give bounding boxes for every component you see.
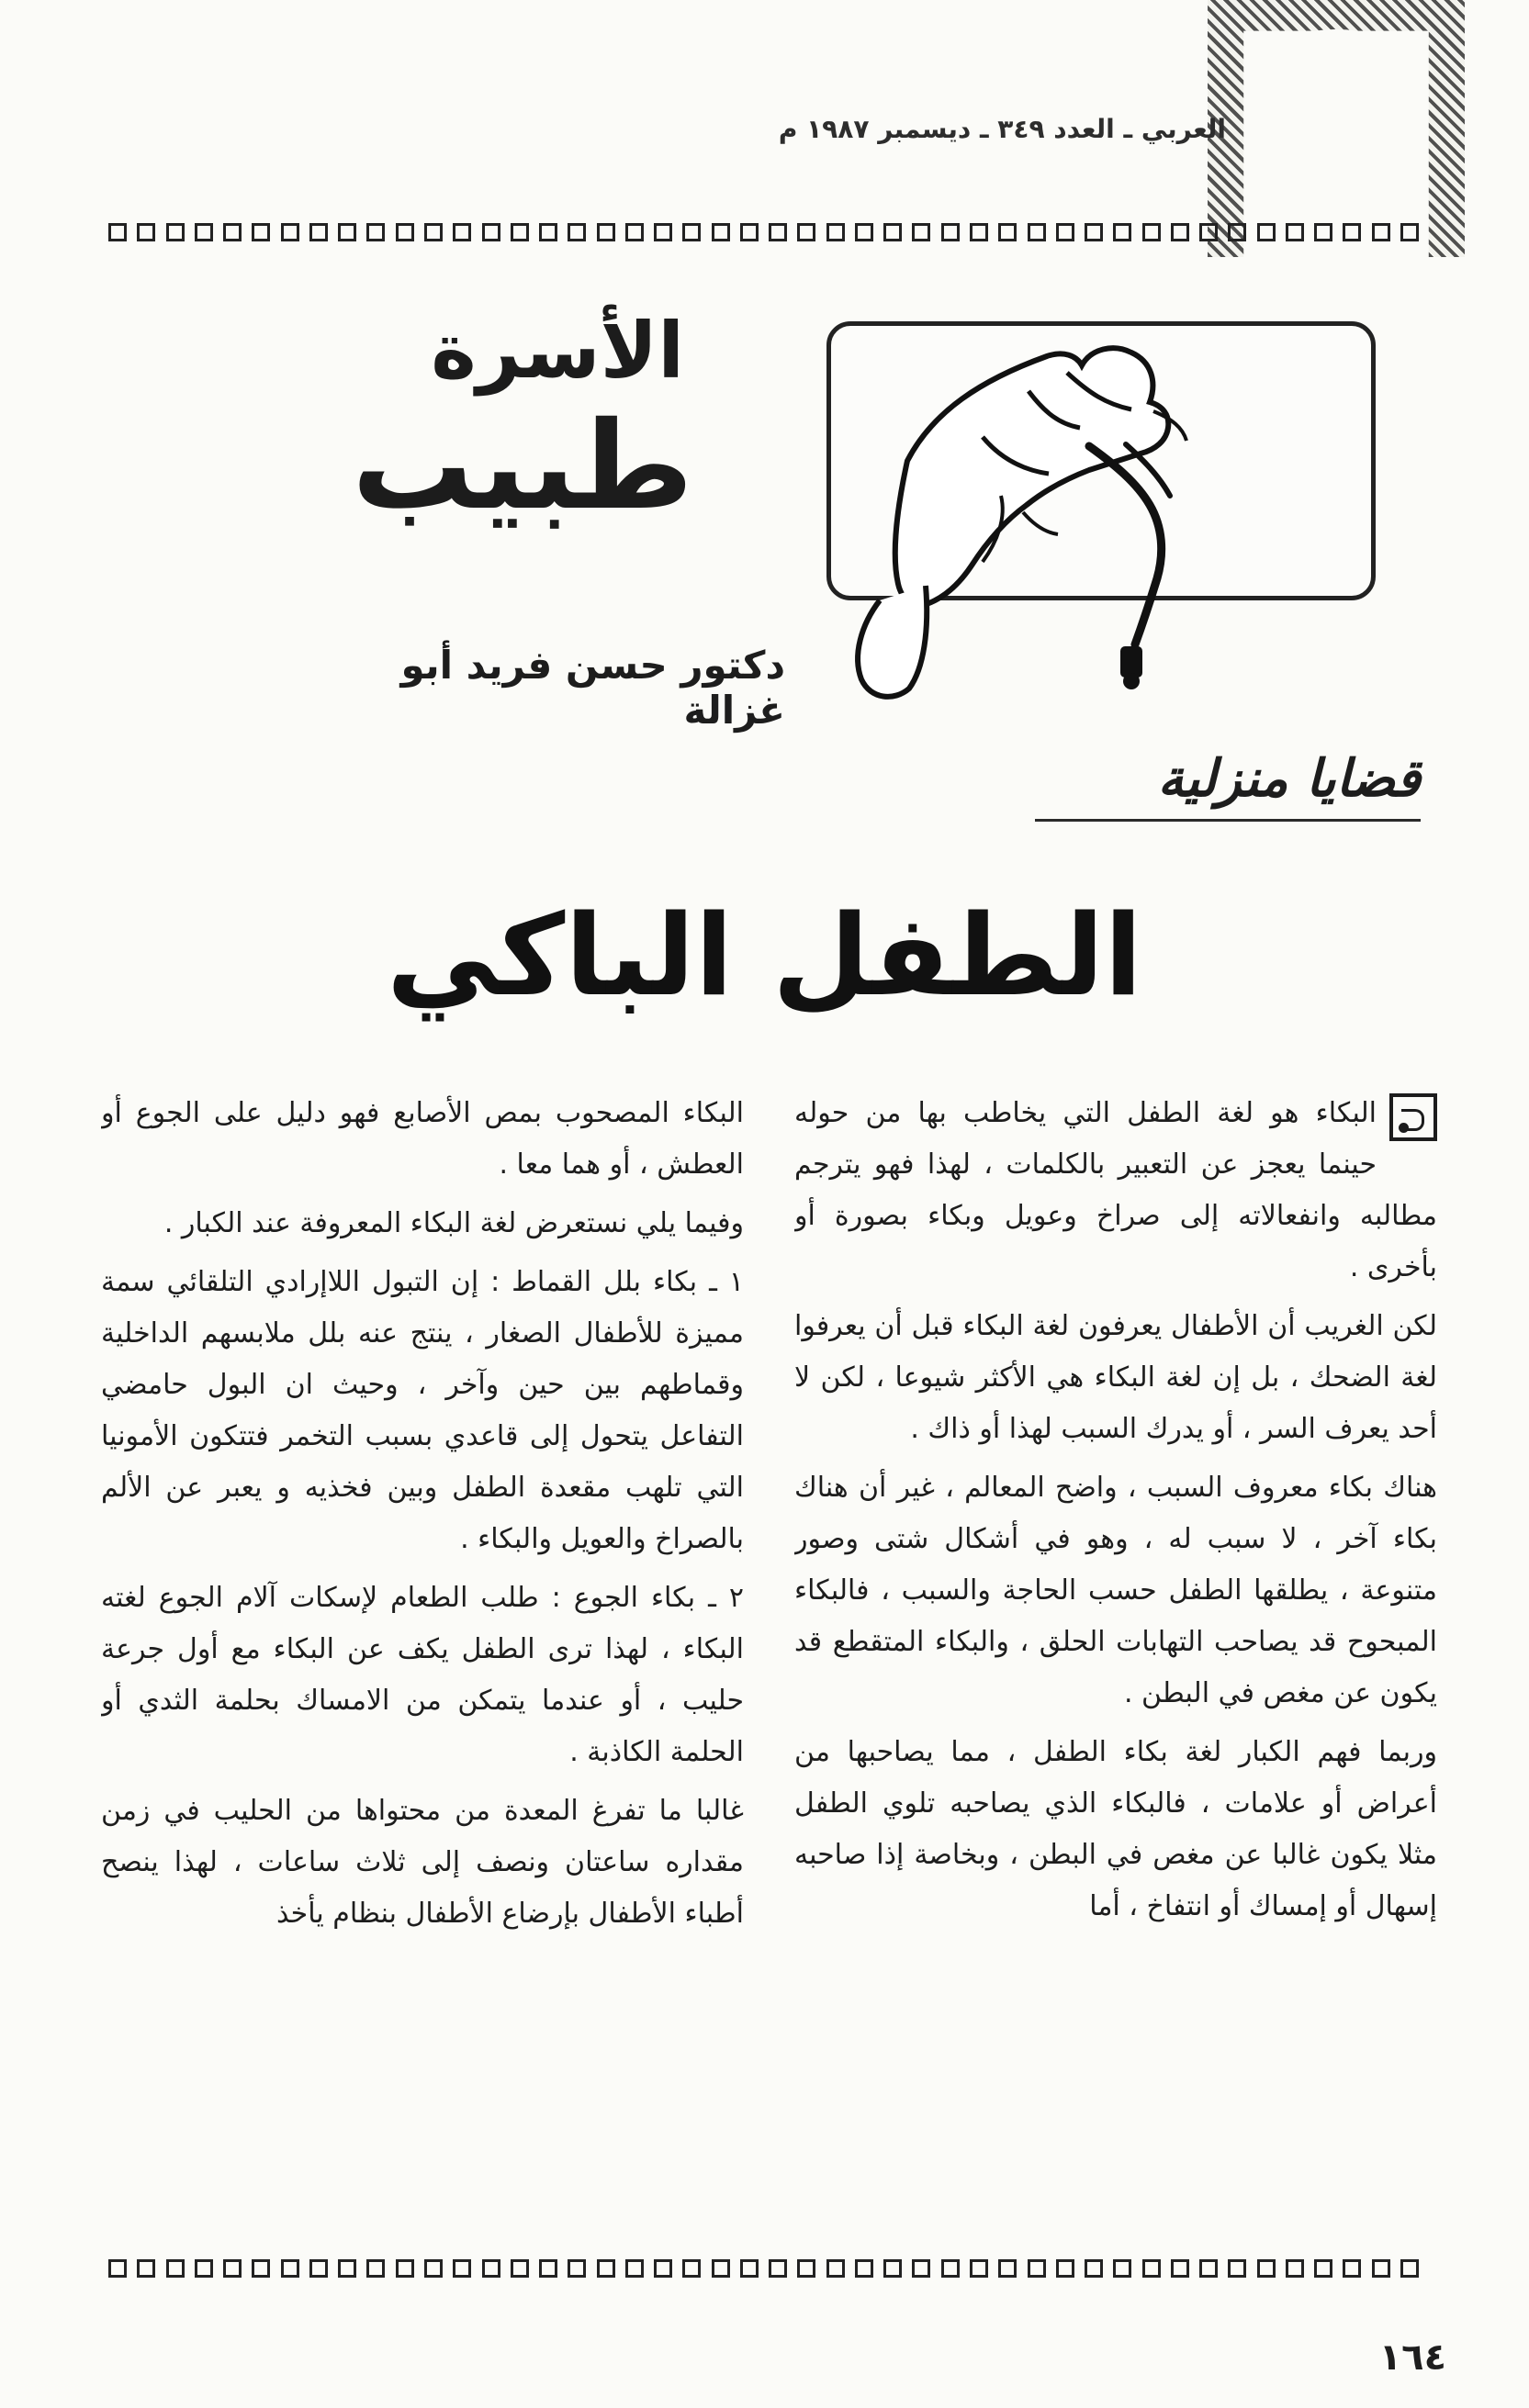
top-square-border — [108, 220, 1419, 244]
article-column-right — [794, 1088, 1437, 2217]
issue-line: العربي ـ العدد ٣٤٩ ـ ديسمبر ١٩٨٧ م — [778, 114, 1226, 144]
author-name: دكتور حسن فريد أبو غزالة — [400, 643, 785, 733]
masthead-title-big: طبيب — [352, 396, 693, 537]
article-paragraph: ١ ـ بكاء بلل القماط : إن التبول اللاإرادي التلقائي سمة مميزة للأطفال الصغار ، ينتج عنه بلل ملابسهم الداخلية وقماطهم بين حين وآخر ، وحيث ان البول حامضي التفاعل يتحول إلى قاعدي بسبب التخمر فتتكون الأمونيا التي تلهب مقعدة الطفل وبين فخذيه و يعبر عن الألم بالصراخ والعويل والبكاء . — [101, 1266, 744, 1555]
masthead-title-small: الأسرة — [431, 306, 684, 396]
article-paragraph: وفيما يلي نستعرض لغة البكاء المعروفة عند الكبار . — [163, 1207, 744, 1239]
section-label: قضايا منزلية — [1157, 748, 1421, 809]
article-paragraph: البكاء المصحوب بمص الأصابع فهو دليل على الجوع أو العطش ، أو هما معا . — [101, 1097, 744, 1181]
hand-stethoscope-icon — [826, 303, 1377, 707]
stethoscope-bullet-icon — [1389, 1093, 1437, 1141]
article-paragraph: ٢ ـ بكاء الجوع : طلب الطعام لإسكات آلام الجوع لغته البكاء ، لهذا ترى الطفل يكف عن البكاء مع أول جرعة حليب ، أو عندما يتمكن من الامساك بحلمة الثدي أو الحلمة الكاذبة . — [101, 1582, 744, 1768]
article-column-left — [101, 1088, 744, 2217]
article-title: الطفل الباكي — [386, 890, 1143, 1021]
ornament-arch — [1246, 29, 1426, 140]
masthead — [298, 306, 693, 588]
article-paragraph: هناك بكاء معروف السبب ، واضح المعالم ، غير أن هناك بكاء آخر ، لا سبب له ، وهو في أشكال شتى وصور متنوعة ، يطلقها الطفل حسب الحاجة والسبب ، فالبكاء المبحوح قد يصاحب التهابات الحلق ، والبكاء المتقطع قد يكون عن مغص في البطن . — [794, 1472, 1437, 1709]
article-paragraph: لكن الغريب أن الأطفال يعرفون لغة البكاء قبل أن يعرفوا لغة الضحك ، بل إن لغة البكاء هي الأكثر شيوعا ، لكن لا أحد يعرف السر ، أو يدرك السبب لهذا أو ذاك . — [794, 1310, 1437, 1445]
article-paragraph: غالبا ما تفرغ المعدة من محتواها من الحليب في زمن مقداره ساعتان ونصف إلى ثلاث ساعات ، لهذا ينصح أطباء الأطفال بإرضاع الأطفال بنظام يأخذ — [101, 1795, 744, 1930]
stethoscope-illustration — [826, 303, 1377, 707]
article-paragraph: وربما فهم الكبار لغة بكاء الطفل ، مما يصاحبها من أعراض أو علامات ، فالبكاء الذي يصاحبه تلوي الطفل مثلا يكون غالبا عن مغص في البطن ، وبخاصة إذا صاحبه إسهال أو إمساك أو انتفاخ ، أما — [794, 1736, 1437, 1922]
article-paragraph: البكاء هو لغة الطفل التي يخاطب بها من حوله حينما يعجز عن التعبير بالكلمات ، لهذا فهو يترجم مطالبه وانفعالاته إلى صراخ وعويل وبكاء بصورة أو بأخرى . — [794, 1088, 1437, 1294]
page-number: ١٦٤ — [1378, 2336, 1446, 2379]
bottom-square-border — [108, 2257, 1419, 2280]
section-underline — [1035, 819, 1421, 822]
